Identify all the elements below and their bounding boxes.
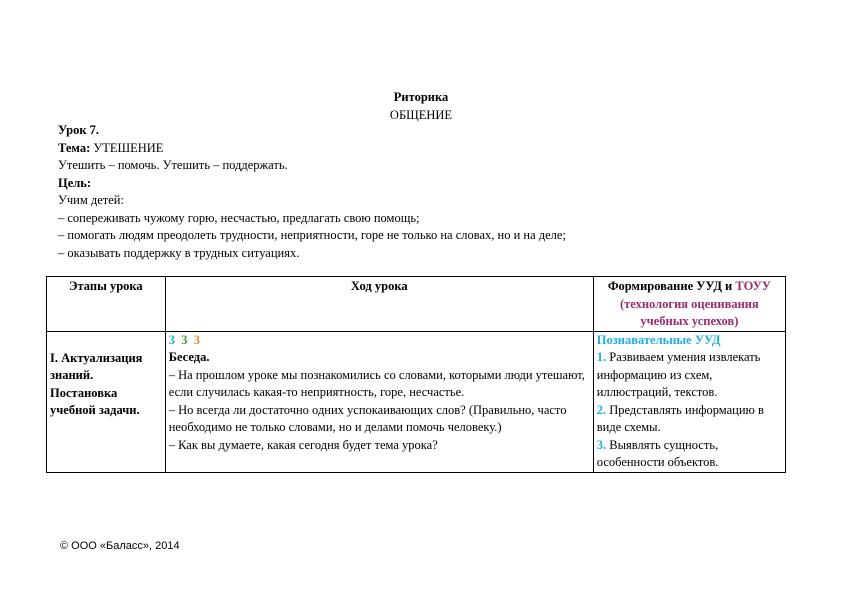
process-line: – Но всегда ли достаточно одних успокаивающих слов? (Правильно, часто необходимо не только словами, но и делами помочь человеку.)	[168, 402, 567, 434]
stage-line: Постановка	[50, 385, 118, 400]
copyright-footer: © ООО «Баласс», 2014	[60, 540, 180, 552]
process-line: – На прошлом уроке мы познакомились со словами, которыми люди утешают, если случилась какая-то неприятность, горе, несчастье.	[168, 367, 585, 399]
process-line: – Как вы думаете, какая сегодня будет тема урока?	[168, 437, 438, 452]
header-process: Ход урока	[165, 277, 593, 332]
uud-cell	[593, 331, 785, 472]
goal-item: – сопереживать чужому горю, несчастью, предлагать свою помощь;	[58, 210, 420, 225]
theme-label: Тема:	[58, 140, 91, 155]
number-orange: 3	[193, 332, 200, 347]
table-row	[47, 331, 786, 472]
header-stages: Этапы урока	[47, 277, 166, 332]
stage-line: I. Актуализация	[50, 350, 143, 365]
goal-label: Цель:	[58, 175, 92, 190]
beseda-heading: Беседа.	[168, 350, 210, 364]
stage-cell	[47, 331, 166, 472]
number-cyan: 3	[168, 332, 175, 347]
goal-item: – оказывать поддержку в трудных ситуациях.	[58, 245, 300, 260]
lesson-intro	[58, 122, 778, 262]
theme-description: Утешить – помочь. Утешить – поддержать.	[58, 158, 288, 172]
number-green: 3	[181, 332, 188, 347]
uud-item: 1. Развиваем умения извлекать информацию из схем, иллюстраций, текстов.	[596, 350, 761, 399]
topic-group-title: ОБЩЕНИЕ	[389, 108, 453, 122]
header-toyu-note: (технология оценивания учебных успехов)	[620, 296, 759, 328]
uud-item: 3. Выявлять сущность, особенности объектов.	[596, 437, 719, 469]
uud-title: Познавательные УУД	[596, 332, 721, 347]
lesson-table	[46, 276, 786, 473]
document-header	[0, 88, 842, 124]
theme-line	[58, 140, 778, 158]
goal-item: – помогать людям преодолеть трудности, неприятности, горе не только на словах, но и на деле;	[58, 228, 566, 242]
stage-line: знаний.	[50, 368, 94, 382]
header-uud	[593, 277, 785, 332]
process-cell	[165, 331, 593, 472]
header-toyu: ТОУУ	[735, 279, 771, 293]
header-uud-prefix: Формирование УУД и	[607, 279, 733, 293]
uud-item: 2. Представлять информацию в виде схемы.	[596, 402, 764, 434]
subject-title: Риторика	[393, 90, 449, 104]
lesson-number: Урок 7.	[58, 123, 100, 137]
table-header-row	[47, 277, 786, 332]
goal-intro: Учим детей:	[58, 193, 124, 207]
theme-value: УТЕШЕНИЕ	[93, 140, 164, 155]
stage-line: учебной задачи.	[50, 403, 140, 417]
assessment-numbers	[169, 332, 590, 350]
